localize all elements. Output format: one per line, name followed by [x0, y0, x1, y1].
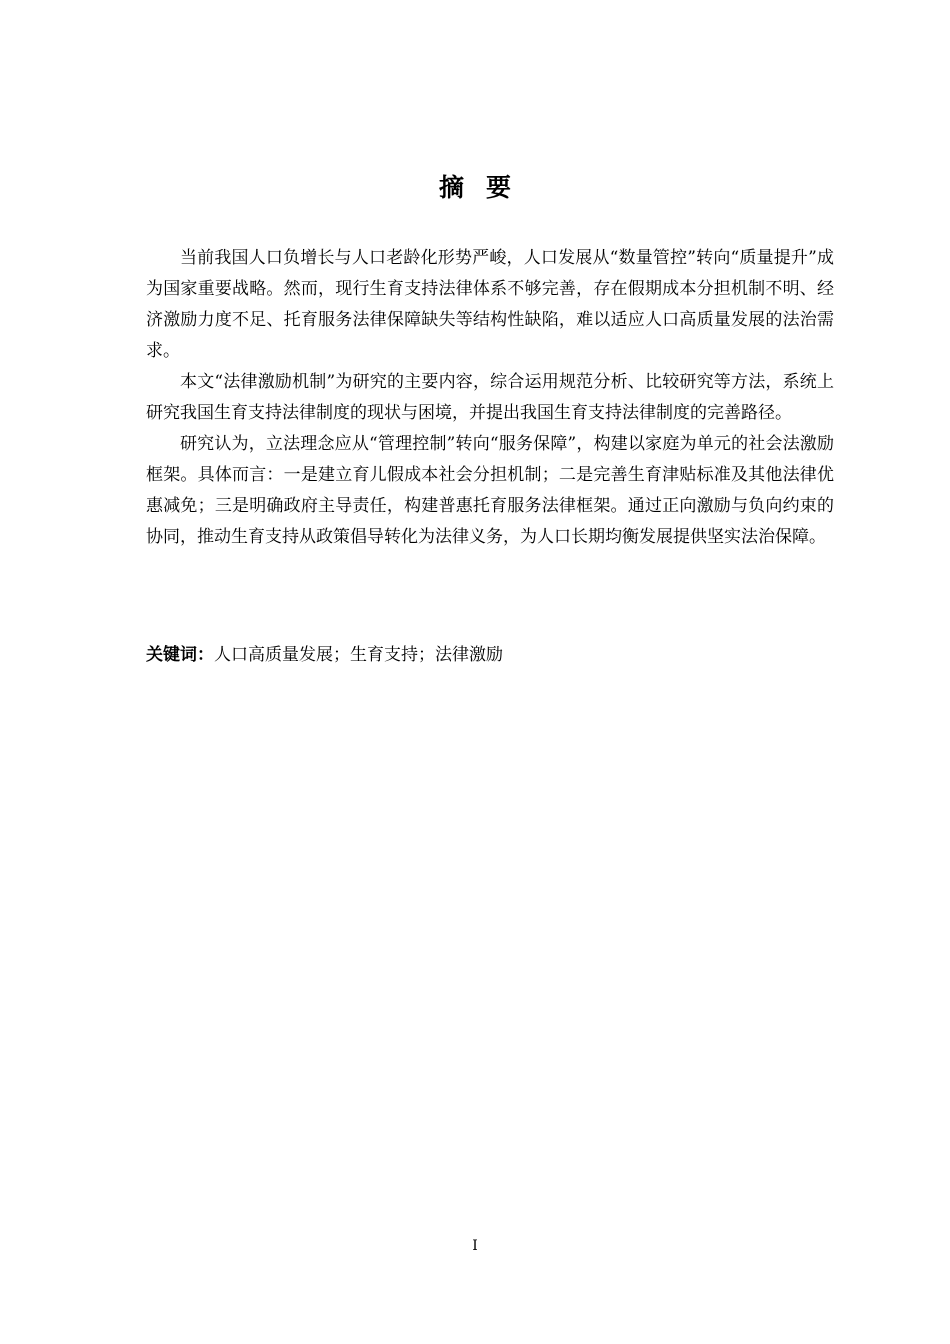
keywords-line [146, 640, 834, 671]
keywords-value: 人口高质量发展；生育支持；法律激励 [214, 645, 503, 665]
keywords-label: 关键词： [146, 645, 214, 665]
abstract-title: 摘要 [438, 173, 533, 202]
abstract-paragraph-1: 当前我国人口负增长与人口老龄化形势严峻，人口发展从“数量管控”转向“质量提升”成为国家重要战略。然而，现行生育支持法律体系不够完善，存在假期成本分担机制不明、经济激励力度不足、托育服务法律保障缺失等结构性缺陷，难以适应人口高质量发展的法治需求。 [146, 248, 834, 361]
page-number: I [472, 1238, 478, 1254]
abstract-body [146, 243, 834, 553]
abstract-paragraph-2: 本文“法律激励机制”为研究的主要内容，综合运用规范分析、比较研究等方法，系统上研究我国生育支持法律制度的现状与困境，并提出我国生育支持法律制度的完善路径。 [146, 372, 834, 423]
abstract-paragraph-3: 研究认为，立法理念应从“管理控制”转向“服务保障”，构建以家庭为单元的社会法激励框架。具体而言：一是建立育儿假成本社会分担机制；二是完善生育津贴标准及其他法律优惠减免；三是明确政府主导责任，构建普惠托育服务法律框架。通过正向激励与负向约束的协同，推动生育支持从政策倡导转化为法律义务，为人口长期均衡发展提供坚实法治保障。 [146, 434, 834, 547]
